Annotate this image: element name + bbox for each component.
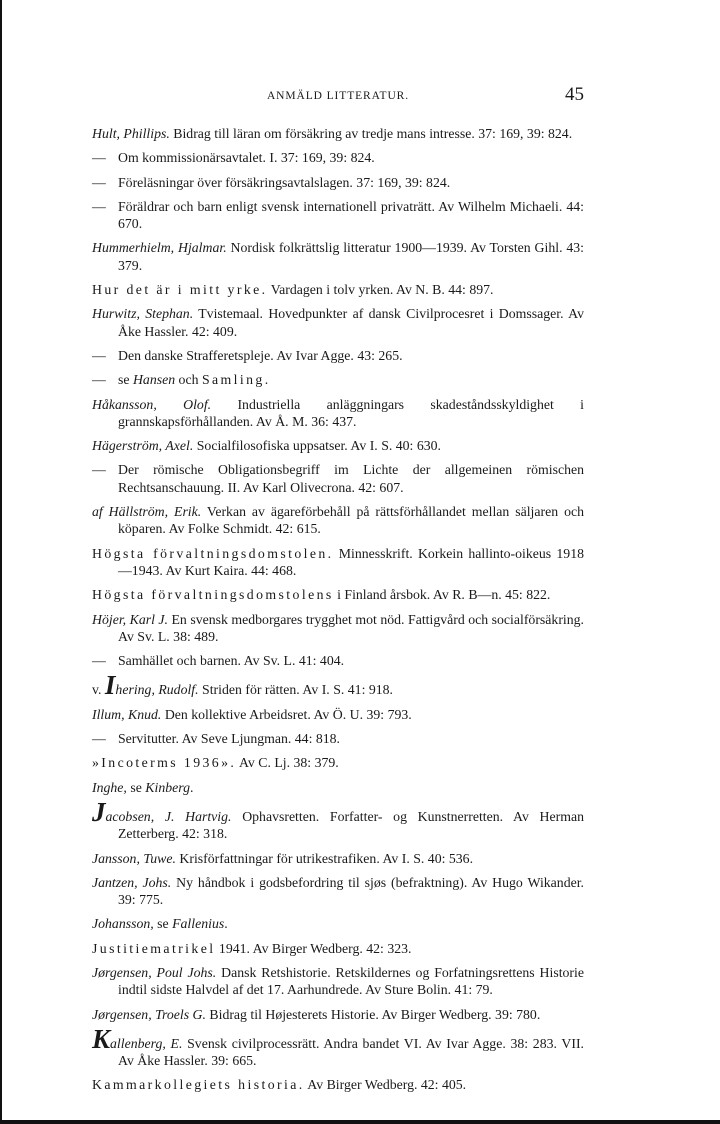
index-entry [92,305,584,340]
entry-text: Samhället och barnen. Av Sv. L. 41: 404. [118,653,345,669]
entry-heading: allenberg, E. [110,1035,183,1051]
index-entry [92,940,584,957]
index-entry [92,281,584,298]
index-entry [92,611,584,646]
entry-heading: acobsen, J. Hartvig. [105,808,232,824]
index-entry [92,652,584,669]
entry-text: Der römische Obligationsbegriff im Lichte der allgemeinen römischen Rechtsanschauung. II. Av Karl Olivecrona. 42: 607. [118,462,584,495]
drop-capital: J [92,796,106,827]
entry-heading: Hägerström, Axel. [92,438,194,454]
index-entry [92,503,584,538]
entry-dash: — [92,653,106,669]
index-entry [92,706,584,723]
entry-heading: Jørgensen, Poul Johs. [92,964,217,980]
entry-spaced-heading: Justitiematrikel [92,940,216,956]
index-entry [92,796,584,843]
index-entry [92,239,584,274]
index-entry [92,1023,585,1070]
entry-heading: Jansson, Tuwe. [92,850,176,866]
index-entry [92,371,584,388]
drop-capital: I [104,670,116,701]
entry-text: Bidrag till läran om försäkring av tredje mans intresse. 37: 169, 39: 824. [169,126,573,141]
entry-heading: Jantzen, Johs. [92,874,172,890]
index-entry [92,125,584,142]
index-entry [92,850,584,867]
entry-heading: Inghe, [92,779,127,795]
entry-prefix: v. [92,682,105,698]
entry-text: Tvistemaal. Hovedpunkter af dansk Civilprocesret i Domssager. Av Åke Hassler. 42: 409. [118,306,584,339]
entry-text: se [126,779,146,795]
entry-text: i Finland årsbok. Av R. B—n. 45: 822. [333,587,551,603]
index-entry [92,915,584,932]
running-title: ANMÄLD LITTERATUR. [266,90,410,102]
index-entries [92,118,584,1094]
index-entry [92,461,584,496]
entry-text: se [153,916,173,932]
entry-text: Av C. Lj. 38: 379. [236,755,339,771]
entry-text: Verkan av ägareförbehåll på rättsförhållandet mellan säljaren och köparen. Av Folke Schmidt. 42: 615. [118,504,584,537]
index-entry [92,779,584,796]
entry-dash: — [92,347,106,363]
entry-heading: Hult, Phillips. [92,126,170,141]
entry-dash: — [92,372,106,388]
entry-text: Föreläsningar över försäkringsavtalslagen. 37: 169, 39: 824. [118,174,451,190]
entry-text: Krisförfattningar för utrikestrafiken. Av I. S. 40: 536. [175,850,474,866]
index-entry [92,964,584,999]
entry-spaced-heading: Högsta förvaltningsdomstolens [92,587,334,603]
entry-dash: — [92,462,106,478]
entry-dash: — [92,150,106,166]
page-number: 45 [565,84,584,105]
scan-left-edge [0,0,2,1124]
entry-heading: Jørgensen, Troels G. [92,1006,206,1022]
entry-text: Ny håndbok i godsbefordring til sjøs (befraktning). Av Hugo Wikander. 39: 775. [118,874,584,908]
index-entry [92,754,584,771]
index-entry [92,730,584,747]
entry-text: Servitutter. Av Seve Ljungman. 44: 818. [118,731,341,747]
entry-text: 1941. Av Birger Wedberg. 42: 323. [215,940,412,956]
entry-text: Ophavsretten. Forfatter- og Kunstnerretten. Av Herman Zetterberg. 42: 318. [118,808,584,842]
index-entry [92,347,584,364]
page-header [92,84,584,110]
entry-dash: — [92,731,106,747]
entry-heading: Johansson, [92,916,154,932]
entry-reference: Hansen [132,372,176,388]
index-entry [92,149,584,166]
entry-text: Minnesskrift. Korkein hallinto-oikeus 1918—1943. Av Kurt Kaira. 44: 468. [118,545,584,578]
index-entry [92,545,584,580]
index-entry [92,586,584,603]
entry-spaced-reference: Samling [201,372,265,388]
entry-text: . [190,779,194,795]
entry-text: Av Birger Wedberg. 42: 405. [304,1077,467,1093]
entry-reference: Fallenius [172,916,225,932]
entry-spaced-heading: Högsta förvaltningsdomstolen. [92,545,334,561]
entry-text: Bidrag til Højesterets Historie. Av Birger Wedberg. 39: 780. [205,1006,541,1022]
entry-heading: Hurwitz, Stephan. [92,306,194,322]
index-entry [92,198,584,233]
index-entry [92,670,584,701]
entry-text: Vardagen i tolv yrken. Av N. B. 44: 897. [267,282,494,298]
scan-bottom-edge [0,1120,720,1124]
index-entry [92,874,584,909]
entry-text: Svensk civilprocessrätt. Andra bandet VI. Av Ivar Agge. 38: 283. VII. Av Åke Hassler. 39: 665. [118,1035,585,1069]
entry-text: Socialfilosofiska uppsatser. Av I. S. 40: 630. [193,438,441,454]
entry-text: Industriella anläggningars skadeståndsskyldighet i grannskapsförhållanden. Av Å. M. 36: 437. [118,396,584,429]
entry-spaced-heading: »Incoterms 1936». [92,755,237,771]
entry-heading: Håkansson, Olof. [92,396,212,412]
entry-heading: hering, Rudolf. [115,682,199,698]
index-entry [92,174,584,191]
entry-heading: Höjer, Karl J. [92,611,168,627]
entry-text: Striden för rätten. Av I. S. 41: 918. [198,682,394,698]
entry-heading: Illum, Knud. [92,706,162,722]
index-entry [92,1006,584,1023]
entry-text: En svensk medborgares trygghet mot nöd. Fattigvård och socialförsäkring. Av Sv. L. 38: 489. [118,611,584,644]
entry-reference: Kinberg [145,779,190,795]
drop-capital: K [92,1023,111,1054]
index-entry [92,396,584,431]
entry-text: Den danske Strafferetspleje. Av Ivar Agge. 43: 265. [118,347,403,363]
entry-heading: Hummerhielm, Hjalmar. [92,240,227,256]
entry-spaced-heading: Kammarkollegiets historia. [92,1077,305,1093]
entry-text: Den kollektive Arbeidsret. Av Ö. U. 39: 793. [161,706,412,722]
entry-dash: — [92,198,106,214]
entry-text: och [175,372,202,388]
entry-text: . [264,372,269,388]
entry-dash: — [92,174,106,190]
index-entry [92,437,584,454]
entry-text: Föräldrar och barn enligt svensk internationell privaträtt. Av Wilhelm Michaeli. 44: 670. [118,198,584,232]
entry-text: se [118,372,133,388]
entry-text: . [224,916,228,932]
index-entry [92,1076,584,1093]
entry-spaced-heading: Hur det är i mitt yrke. [92,282,268,298]
entry-text: Nordisk folkrättslig litteratur 1900—1939. Av Torsten Gihl. 43: 379. [118,240,584,273]
entry-heading: af Hällström, Erik. [92,504,202,520]
entry-text: Dansk Retshistorie. Retskildernes og Forfatningsrettens Historie indtil sidste Halvdel af det 17. Aarhundrede. Av Sture Bolin. 41: 79. [118,964,584,998]
entry-text: Om kommissionärsavtalet. I. 37: 169, 39: 824. [118,150,375,166]
